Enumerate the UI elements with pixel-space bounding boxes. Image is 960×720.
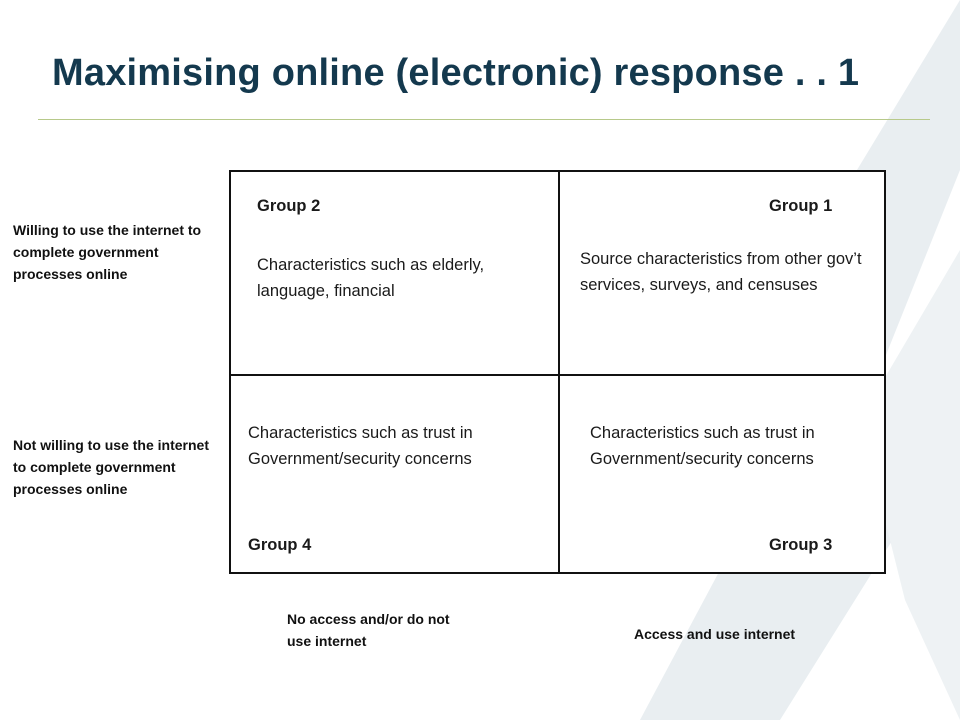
row-label-willing: Willing to use the internet to complete government processes online: [13, 222, 202, 282]
quadrant-group-1-label: Group 1: [769, 197, 833, 215]
title-divider: [38, 119, 930, 120]
quadrant-group-4-text: Characteristics such as trust in Government/security concerns: [248, 424, 473, 468]
quadrant-group-3-label: Group 3: [769, 536, 833, 554]
quadrant-group-2-label: Group 2: [257, 197, 321, 215]
column-label-no-access: No access and/or do not use internet: [287, 611, 450, 649]
quadrant-group-3-text: Characteristics such as trust in Government/security concerns: [590, 424, 815, 468]
quadrant-group-4-label: Group 4: [248, 536, 312, 554]
quadrant-group-1-text: Source characteristics from other gov’t services, surveys, and censuses: [580, 250, 862, 294]
quadrant-matrix: [229, 170, 886, 574]
quadrant-group-2-text: Characteristics such as elderly, language, financial: [257, 256, 485, 300]
slide-title: Maximising online (electronic) response . . 1: [52, 52, 860, 94]
column-label-access: Access and use internet: [634, 626, 796, 642]
row-label-not-willing: Not willing to use the internet to complete government processes online: [13, 437, 209, 497]
matrix-horizontal-divider: [231, 374, 884, 376]
matrix-vertical-divider: [558, 172, 560, 572]
